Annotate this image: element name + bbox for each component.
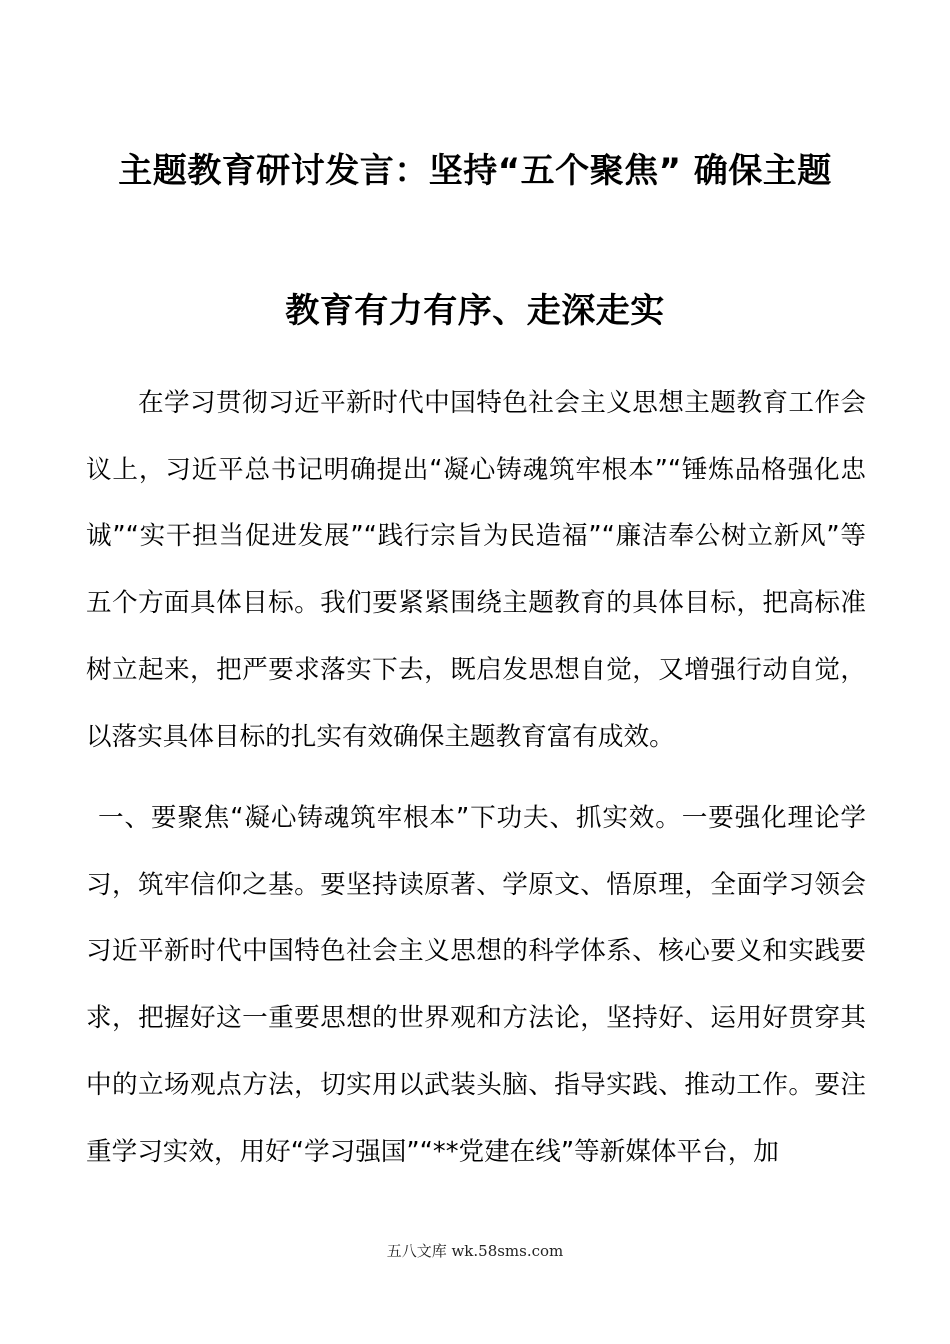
paragraph-intro: 在学习贯彻习近平新时代中国特色社会主义思想主题教育工作会议上，习近平总书记明确提出“凝心铸魂筑牢根本”“锤炼品格强化忠诚”“实干担当促进发展”“践行宗旨为民造福”“廉洁奉公树立新风”等五个方面具体目标。我们要紧紧围绕主题教育的具体目标，把高标准树立起来，把严要求落实下去，既启发思想自觉，又增强行动自觉，以落实具体目标的扎实有效确保主题教育富有成效。 [86,388,866,752]
paragraph-section-one: 一、要聚焦“凝心铸魂筑牢根本”下功夫、抓实效。一要强化理论学习，筑牢信仰之基。要坚持读原著、学原文、悟原理，全面学习领会习近平新时代中国特色社会主义思想的科学体系、核心要义和实践要求，把握好这一重要思想的世界观和方法论，坚持好、运用好贯穿其中的立场观点方法，切实用以武装头脑、指导实践、推动工作。要注重学习实效，用好“学习强国”“**党建在线”等新媒体平台，加 [86,803,866,1167]
footer-watermark: 五八文库 wk.58sms.com [386,1242,564,1260]
document-title-line-2: 教育有力有序、走深走实 [285,291,665,331]
document-title-line-1: 主题教育研讨发言：坚持“五个聚焦” 确保主题 [118,151,832,191]
